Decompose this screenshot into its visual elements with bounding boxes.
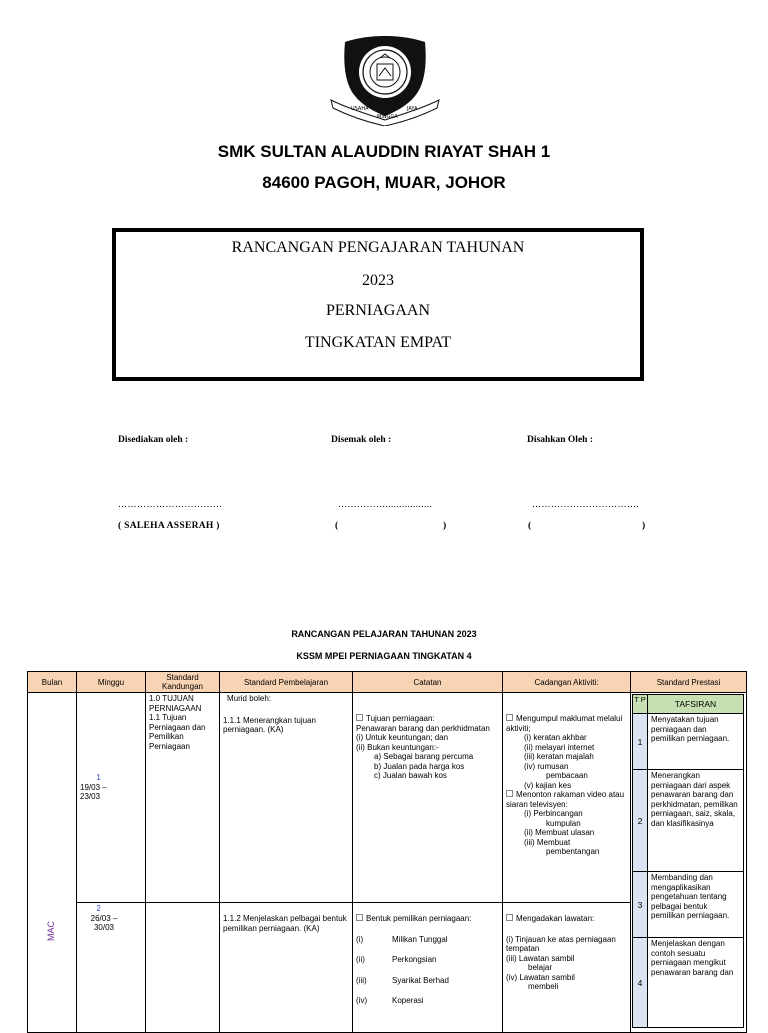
activity-1-iv: (iv) rumusan xyxy=(524,761,569,771)
ownership-type: Perkongsian xyxy=(392,955,437,964)
visit-iv-cont: membeli xyxy=(528,982,559,991)
tafsiran-label: TAFSIRAN xyxy=(648,694,744,714)
visit-iv: (iv) Lawatan sambil xyxy=(506,972,575,982)
prestasi-row xyxy=(632,938,744,1028)
plan-subtitle: KSSM MPEI PERNIAGAAN TINGKATAN 4 xyxy=(296,651,472,661)
catatan-c: c) Jualan bawah kos xyxy=(374,771,447,780)
title-form: TINGKATAN EMPAT xyxy=(304,334,452,351)
school-name: SMK SULTAN ALAUDDIN RIAYAT SHAH 1 xyxy=(217,142,551,161)
catatan-heading: Bentuk pemilikan perniagaan: xyxy=(366,914,472,923)
title-line-1: RANCANGAN PENGAJARAN TAHUNAN xyxy=(231,239,525,256)
week-2-dates: 26/03 – 30/03 xyxy=(90,913,118,932)
prestasi-table xyxy=(632,694,744,1028)
sk-title: 1.0 TUJUAN PERNIAGAAN xyxy=(149,694,202,713)
month-label: MAC xyxy=(46,921,57,942)
table-header-row xyxy=(28,672,747,693)
visit-iii-cont: belajar xyxy=(528,963,553,972)
bullet-icon xyxy=(506,914,513,921)
sp-1-1-1: 1.1.1 Menerangkan tujuan perniagaan. (KA) xyxy=(223,715,316,734)
motto-center: MINGGA xyxy=(377,114,398,120)
sp-intro: Murid boleh: xyxy=(227,694,272,703)
activity-1-iv-cont: pembacaan xyxy=(546,771,588,780)
catatan-heading: Tujuan perniagaan: xyxy=(366,714,435,723)
activity-1: Mengumpul maklumat melalui aktiviti; xyxy=(506,714,623,733)
ownership-num: (iv) xyxy=(356,996,368,1005)
tp-description: Menerangkan perniagaan dari aspek penawaran barang dan perkhidmatan, pemilikan perniagaan, saiz, skala, dan klasifikasinya xyxy=(648,770,744,872)
checked-name-open: ( xyxy=(335,521,339,531)
approved-name-open: ( xyxy=(528,521,532,531)
approved-signature-line: ……………………………. xyxy=(532,499,640,509)
week-1-cell xyxy=(77,693,146,903)
title-subject: PERNIAGAAN xyxy=(326,302,430,319)
ownership-num: (i) xyxy=(356,934,364,944)
tp-label: T P xyxy=(632,694,648,714)
activity-2-iii: (iii) Membuat xyxy=(524,837,571,847)
week-2-standard-pembelajaran xyxy=(220,903,353,1033)
tp-level: 4 xyxy=(632,938,648,1028)
col-catatan: Catatan xyxy=(353,672,503,693)
plan-title: RANCANGAN PELAJARAN TAHUNAN 2023 xyxy=(291,629,477,639)
activity-2-iii-cont: pembentangan xyxy=(546,847,600,856)
bullet-icon xyxy=(356,714,363,721)
prepared-signature-line: …………………………… xyxy=(118,499,223,509)
title-box xyxy=(112,228,644,381)
activity-2-ii: (ii) Membuat ulasan xyxy=(524,828,595,837)
tp-level: 2 xyxy=(632,770,648,872)
activity-2-i-cont: kumpulan xyxy=(546,818,581,828)
week-2-catatan xyxy=(353,903,503,1033)
activity-2: Menonton rakaman video atau siaran televisyen: xyxy=(506,790,625,809)
col-standard-pembelajaran: Standard Pembelajaran xyxy=(220,672,353,693)
week-2-number: 2 xyxy=(96,904,101,913)
approved-by-label: Disahkan Oleh : xyxy=(527,435,593,445)
week-2-cadangan-aktiviti xyxy=(503,903,631,1033)
visit-i: (i) Tinjauan ke atas perniagaan tempatan xyxy=(506,934,616,953)
col-standard-kandungan: Standard Kandungan xyxy=(146,672,220,693)
week-1-dates: 19/03 – 23/03 xyxy=(80,782,107,802)
catatan-b: b) Jualan pada harga kos xyxy=(374,761,465,771)
checked-signature-line: ……………................. xyxy=(338,499,433,509)
prestasi-header xyxy=(632,694,744,714)
sk-subtitle: 1.1 Tujuan Perniagaan dan Pemilikan Perniagaan xyxy=(149,713,206,751)
col-cadangan-aktiviti: Cadangan Aktiviti: xyxy=(503,672,631,693)
week-1-catatan xyxy=(353,693,503,903)
bullet-icon xyxy=(356,914,363,921)
week-1-cadangan-aktiviti xyxy=(503,693,631,903)
checked-by-label: Disemak oleh : xyxy=(331,435,392,445)
ownership-type: Milikan Tunggal xyxy=(392,934,448,944)
week-1-number: 1 xyxy=(96,773,101,783)
ownership-type: Koperasi xyxy=(392,996,424,1005)
prestasi-row xyxy=(632,714,744,770)
activity-2-i: (i) Perbincangan xyxy=(524,809,583,818)
week-2-standard-kandungan xyxy=(146,903,220,1033)
catatan-line: Penawaran barang dan perkhidmatan xyxy=(356,723,490,733)
school-crest-logo xyxy=(327,34,443,126)
approved-name-close: ) xyxy=(642,521,646,531)
catatan-ii: (ii) Bukan keuntungan:- xyxy=(356,742,439,752)
ownership-type: Syarikat Berhad xyxy=(392,975,449,985)
month-cell xyxy=(28,693,77,1033)
prepared-by-label: Disediakan oleh : xyxy=(118,435,189,445)
activity-1-ii: (ii) melayari internet xyxy=(524,742,595,752)
activity-1-i: (i) keratan akhbar xyxy=(524,733,587,742)
activity-1-v: (v) kajian kes xyxy=(524,780,572,790)
school-address: 84600 PAGOH, MUAR, JOHOR xyxy=(262,173,506,192)
week-1-standard-pembelajaran xyxy=(220,693,353,903)
catatan-a: a) Sebagai barang percuma xyxy=(374,752,474,761)
activity-visit: Mengadakan lawatan: xyxy=(516,914,595,923)
week-1-standard-kandungan xyxy=(146,693,220,903)
bullet-icon xyxy=(506,714,513,721)
week-2-cell xyxy=(77,903,146,1033)
prestasi-row xyxy=(632,770,744,872)
col-minggu: Minggu xyxy=(77,672,146,693)
col-standard-prestasi: Standard Prestasi xyxy=(631,672,747,693)
ownership-num: (iii) xyxy=(356,975,367,985)
tp-description: Menyatakan tujuan perniagaan dan pemilikan perniagaan. xyxy=(648,714,744,770)
bullet-icon xyxy=(506,790,513,797)
tp-description: Menjelaskan dengan contoh sesuatu perniagaan mengikut penawaran barang dan xyxy=(648,938,744,1028)
checked-name-close: ) xyxy=(443,521,447,531)
visit-iii: (iii) Lawatan sambil xyxy=(506,953,575,963)
motto-left: USAHA xyxy=(351,106,369,112)
col-bulan: Bulan xyxy=(28,672,77,693)
prestasi-row xyxy=(632,872,744,938)
catatan-i: (i) Untuk keuntungan; dan xyxy=(356,733,449,742)
activity-1-iii: (iii) keratan majalah xyxy=(524,752,594,761)
sp-1-1-2: 1.1.2 Menjelaskan pelbagai bentuk pemilikan perniagaan. (KA) xyxy=(223,914,347,933)
motto-right: JAYA xyxy=(407,106,418,112)
title-year: 2023 xyxy=(362,272,394,289)
prepared-name: ( SALEHA ASSERAH ) xyxy=(118,521,220,531)
tp-description: Membanding dan mengaplikasikan pengetahuan tentang pelbagai bentuk pemilikan perniagaan. xyxy=(648,872,744,938)
tp-level: 3 xyxy=(632,872,648,938)
tp-level: 1 xyxy=(632,714,648,770)
ownership-num: (ii) xyxy=(356,955,365,964)
